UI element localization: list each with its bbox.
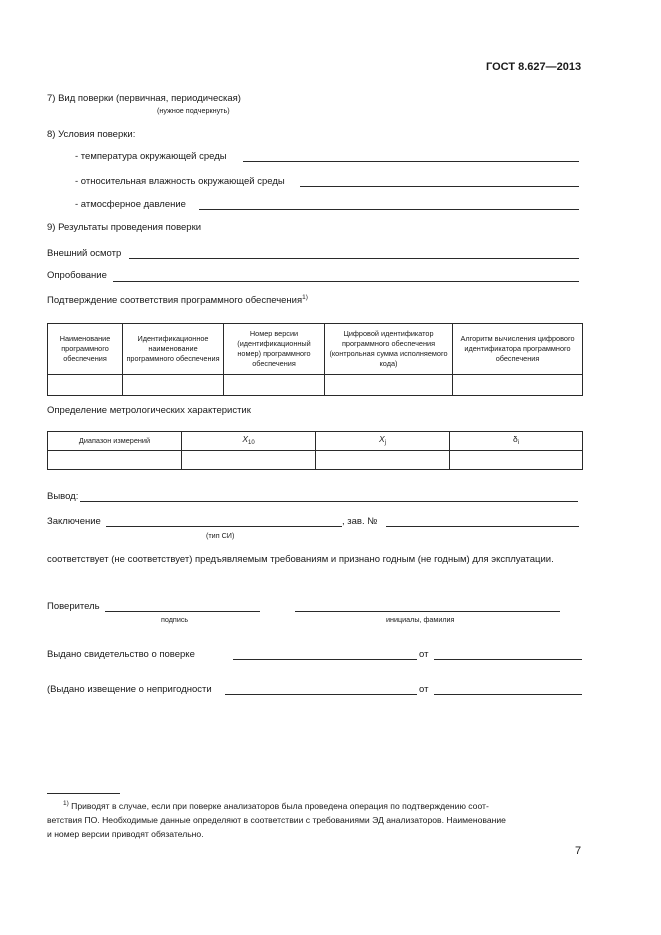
- certificate-label: Выдано свидетельство о поверке: [47, 649, 195, 660]
- conditions-label: 8) Условия поверки:: [47, 129, 136, 140]
- certificate-date-field[interactable]: [434, 659, 582, 660]
- name-note: инициалы, фамилия: [386, 615, 455, 624]
- output-label: Вывод:: [47, 491, 79, 502]
- verifier-label: Поверитель: [47, 601, 100, 612]
- temperature-label: - температура окружающей среды: [75, 151, 227, 162]
- header-range: Диапазон измерений: [48, 432, 182, 451]
- header-digital-id: Цифровой идентификатор программного обеспечения (контрольная сумма исполняемого кода): [325, 324, 453, 375]
- testing-label: Опробование: [47, 270, 107, 281]
- metrology-table: [47, 431, 583, 470]
- header-id-name: Идентификационное наименование программного обеспечения: [123, 324, 224, 375]
- signature-field[interactable]: [105, 611, 260, 612]
- header-software-name: Наименование программного обеспечения: [48, 324, 123, 375]
- unfit-date-field[interactable]: [434, 694, 582, 695]
- cell-x10[interactable]: [182, 451, 316, 470]
- cell-version[interactable]: [224, 375, 325, 396]
- header-version: Номер версии (идентификационный номер) программного обеспечения: [224, 324, 325, 375]
- verification-type-label: 7) Вид поверки (первичная, периодическая): [47, 93, 241, 104]
- header-xj: $X_j$: [316, 432, 450, 451]
- signature-note: подпись: [161, 615, 189, 624]
- certificate-from-label: от: [419, 649, 429, 660]
- document-code: ГОСТ 8.627—2013: [486, 61, 582, 73]
- verdict-label: Заключение: [47, 516, 101, 527]
- footnote-separator: [47, 793, 120, 794]
- cell-range[interactable]: [48, 451, 182, 470]
- cell-software-name[interactable]: [48, 375, 123, 396]
- testing-field[interactable]: [113, 281, 579, 282]
- unfit-from-label: от: [419, 684, 429, 695]
- metrology-label: Определение метрологических характеристик: [47, 405, 251, 416]
- conformity-statement: соответствует (не соответствует) предъявляемым требованиям и признано годным (не годным) для эксплуатации.: [47, 554, 554, 565]
- header-x10: $X_{10}$: [182, 432, 316, 451]
- output-field[interactable]: [80, 501, 578, 502]
- name-field[interactable]: [295, 611, 560, 612]
- cell-xj[interactable]: [316, 451, 450, 470]
- serial-number-field[interactable]: [386, 526, 579, 527]
- unfit-notice-label: (Выдано извещение о непригодности: [47, 684, 212, 695]
- serial-number-label: , зав. №: [342, 516, 378, 527]
- temperature-field[interactable]: [243, 161, 579, 162]
- results-label: 9) Результаты проведения поверки: [47, 222, 202, 233]
- footnote-line-3: и номер версии приводят обязательно.: [47, 829, 204, 839]
- instrument-type-field[interactable]: [106, 526, 342, 527]
- footnote-line-1: $^{1)}$ Приводят в случае, если при поверке анализаторов была проведена операция по подтверждению соот-: [63, 800, 489, 811]
- unfit-notice-number-field[interactable]: [225, 694, 417, 695]
- footnote-line-2: ветствия ПО. Необходимые данные определяют в соответствии с требованиями ЭД анализаторов. Наименование: [47, 815, 506, 825]
- inspection-field[interactable]: [129, 258, 579, 259]
- cell-algorithm[interactable]: [453, 375, 583, 396]
- inspection-label: Внешний осмотр: [47, 248, 122, 259]
- header-delta: $\delta_i$: [450, 432, 583, 451]
- cell-digital-id[interactable]: [325, 375, 453, 396]
- humidity-label: - относительная влажность окружающей среды: [75, 176, 285, 187]
- certificate-number-field[interactable]: [233, 659, 417, 660]
- verification-type-note: (нужное подчеркнуть): [157, 106, 230, 115]
- software-confirm-label: Подтверждение соответствия программного обеспечения$^{1)}$: [47, 294, 308, 306]
- cell-delta[interactable]: [450, 451, 583, 470]
- humidity-field[interactable]: [300, 186, 579, 187]
- instrument-type-note: (тип СИ): [206, 531, 235, 540]
- pressure-field[interactable]: [199, 209, 579, 210]
- pressure-label: - атмосферное давление: [75, 199, 186, 210]
- page-number: 7: [575, 845, 582, 857]
- footnote-ref: 1): [302, 294, 308, 301]
- software-table: [47, 323, 583, 396]
- header-algorithm: Алгоритм вычисления цифрового идентификатора программного обеспечения: [453, 324, 583, 375]
- cell-id-name[interactable]: [123, 375, 224, 396]
